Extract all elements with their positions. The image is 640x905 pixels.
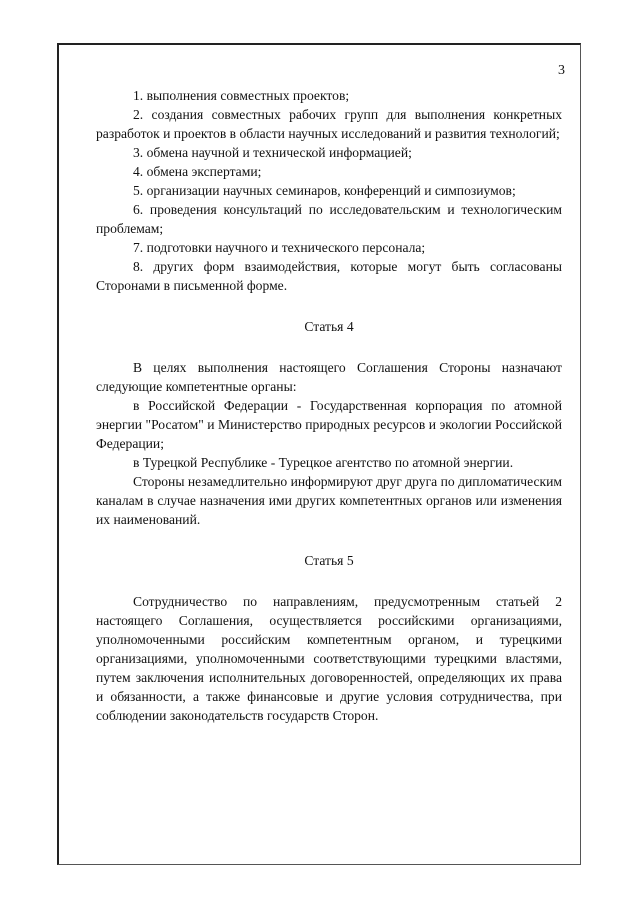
list-item: 3. обмена научной и технической информацией; [133, 145, 412, 160]
list-item: 5. организации научных семинаров, конференций и симпозиумов; [133, 183, 516, 198]
article-4-heading: Статья 4 [304, 319, 354, 334]
list-item: 4. обмена экспертами; [133, 164, 262, 179]
list-item: 1. выполнения совместных проектов; [133, 88, 350, 103]
article-5-heading: Статья 5 [304, 553, 354, 568]
paragraph: в Турецкой Республике - Турецкое агентство по атомной энергии. [133, 455, 514, 470]
paragraph: В целях выполнения настоящего Соглашения Стороны назначают следующие компетентные органы: [96, 360, 562, 394]
page-number: 3 [558, 63, 565, 78]
paragraph: Сотрудничество по направлениям, предусмотренным статьей 2 настоящего Соглашения, осуществляется российскими организациями, уполномоченными российским компетентным органом, и турецкими организациями, уполномоченными соответствующими турецкими властями, путем заключения исполнительных договоренностей, определяющих их права и обязанности, а также финансовые и другие условия сотрудничества, при соблюдении законодательств государств Сторон. [96, 594, 562, 723]
list-item: 8. других форм взаимодействия, которые могут быть согласованы Сторонами в письменной форме. [96, 259, 562, 293]
document-body [96, 86, 562, 725]
paragraph: в Российской Федерации - Государственная корпорация по атомной энергии "Росатом" и Министерство природных ресурсов и экологии Российской Федерации; [96, 398, 562, 451]
list-item: 2. создания совместных рабочих групп для выполнения конкретных разработок и проектов в области научных исследований и развития технологий; [96, 107, 562, 141]
list-item: 6. проведения консультаций по исследовательским и технологическим проблемам; [96, 202, 562, 236]
paragraph: Стороны незамедлительно информируют друг друга по дипломатическим каналам в случае назначения ими других компетентных органов или изменения их наименований. [96, 474, 562, 527]
list-item: 7. подготовки научного и технического персонала; [133, 240, 426, 255]
